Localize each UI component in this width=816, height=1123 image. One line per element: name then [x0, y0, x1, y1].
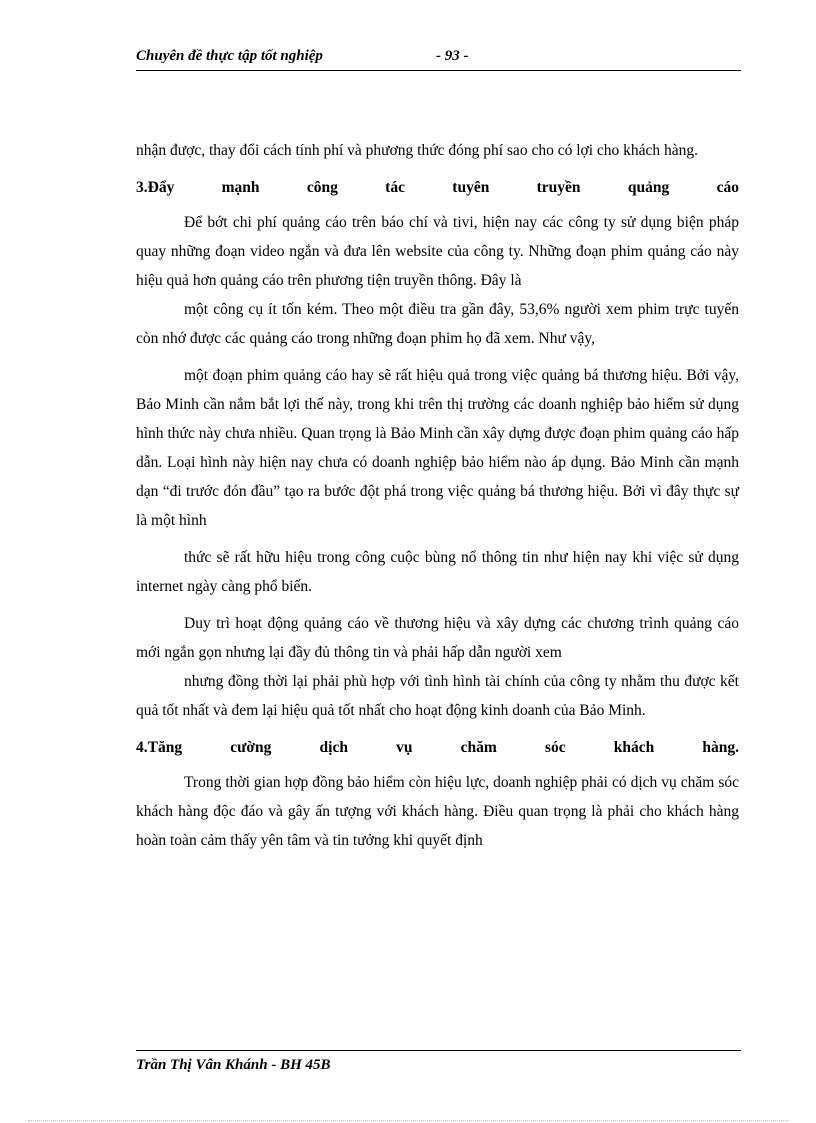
heading-word: chăm: [460, 739, 497, 756]
page-header: [136, 46, 741, 71]
heading-word: truyền: [536, 179, 581, 196]
paragraph-4: một đoạn phim quảng cáo hay sẽ rất hiệu quả trong việc quảng bá thương hiệu. Bởi vậy, Bảo Minh cần nắm bắt lợi thế này, trong khi trên thị trường các doanh nghiệp bảo hiểm sử dụng hình thức này chưa nhiều. Quan trọng là Bảo Minh cần xây dựng được đoạn phim quảng cáo hấp dẫn. Loại hình này hiện nay chưa có doanh nghiệp bảo hiểm nào áp dụng. Bảo Minh cần mạnh dạn “đi trước đón đầu” tạo ra bước đột phá trong việc quảng bá thương hiệu. Bởi vì đây thực sự là một hình: [136, 367, 739, 529]
heading-word: quảng: [627, 179, 670, 196]
heading-word: 3.Đẩy: [136, 179, 175, 196]
page-footer: [136, 1050, 741, 1074]
paragraph-3: một công cụ ít tốn kém. Theo một điều tra gần đây, 53,6% người xem phim trực tuyến còn nhớ được các quảng cáo trong những đoạn phim họ đã xem. Như vậy,: [136, 301, 739, 347]
section-heading-4: [136, 733, 739, 762]
page-number: - 93 -: [436, 48, 469, 64]
heading-word: mạnh: [221, 179, 260, 196]
paragraph-2: Để bớt chi phí quảng cáo trên báo chí và tivi, hiện nay các công ty sử dụng biện pháp quay những đoạn video ngắn và đưa lên website của công ty. Những đoạn phim quảng cáo này hiệu quả hơn quảng cáo trên phương tiện truyền thông. Đây là: [136, 214, 739, 289]
heading-word: sóc: [544, 739, 566, 756]
heading-word: dịch: [319, 739, 348, 756]
heading-word: tác: [385, 179, 405, 196]
paragraph-6: Duy trì hoạt động quảng cáo về thương hiệu và xây dựng các chương trình quảng cáo mới ngắn gọn nhưng lại đầy đủ thông tin và phải hấp dẫn người xem: [136, 615, 739, 661]
author-line: Trần Thị Vân Khánh - BH 45B: [136, 1057, 331, 1073]
heading-word: tuyên: [452, 179, 490, 196]
heading-word: công: [306, 179, 338, 196]
heading-word: cáo: [716, 179, 739, 196]
heading-word: khách: [613, 739, 655, 756]
section-heading-3: [136, 173, 739, 202]
heading-word: 4.Tăng: [136, 739, 183, 756]
paragraph-1: nhận được, thay đổi cách tính phí và phương thức đóng phí sao cho có lợi cho khách hàng.: [136, 142, 699, 159]
document-body: [136, 136, 739, 855]
heading-word: hàng.: [702, 739, 739, 756]
heading-word: vụ: [396, 739, 413, 756]
paragraph-7: nhưng đồng thời lại phải phù hợp với tình hình tài chính của công ty nhằm thu được kết quả tốt nhất và đem lại hiệu quả tốt nhất cho hoạt động kinh doanh của Bảo Minh.: [136, 673, 739, 719]
heading-word: cường: [230, 739, 272, 756]
paragraph-5: thức sẽ rất hữu hiệu trong công cuộc bùng nổ thông tin như hiện nay khi việc sử dụng internet ngày càng phổ biến.: [136, 549, 739, 595]
document-title: Chuyên đề thực tập tốt nghiệp: [136, 48, 323, 64]
page-edge-divider: [28, 1120, 788, 1121]
paragraph-8: Trong thời gian hợp đồng bảo hiểm còn hiệu lực, doanh nghiệp phải có dịch vụ chăm sóc khách hàng độc đáo và gây ấn tượng với khách hàng. Điều quan trọng là phải cho khách hàng hoàn toàn cảm thấy yên tâm và tin tưởng khi quyết định: [136, 774, 739, 849]
